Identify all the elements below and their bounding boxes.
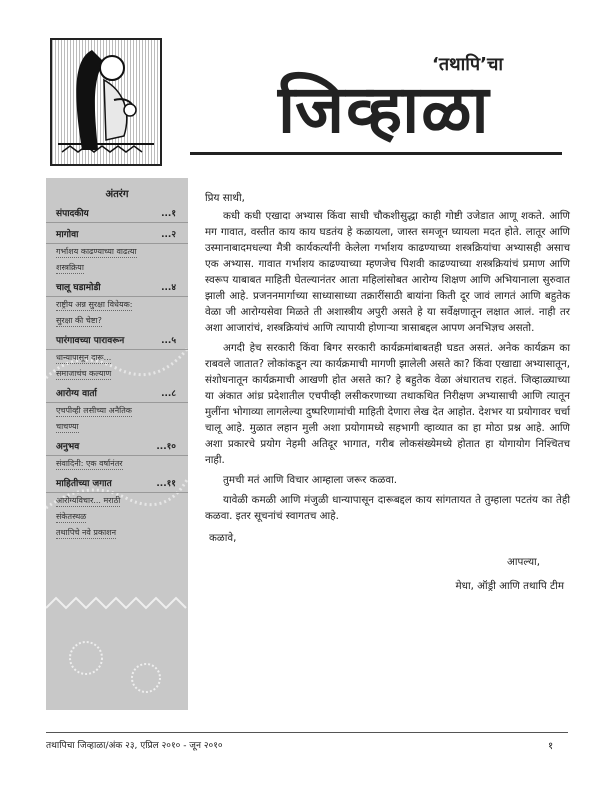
contents-heading: अंतरंग	[105, 189, 129, 200]
contents-entry	[46, 223, 188, 244]
contents-entry	[46, 472, 188, 493]
contents-entry-title: माहितीच्या जगात	[56, 478, 112, 489]
contents-subentry	[46, 456, 188, 472]
letter-paragraph: तुमची मतं आणि विचार आम्हाला जरूर कळवा.	[223, 474, 398, 486]
contents-subentry	[46, 313, 188, 329]
masthead-title: जिव्हाळा	[278, 71, 491, 148]
contents-subentry	[46, 260, 188, 276]
contents-entry-page: ...५	[161, 335, 176, 346]
letter-signature: मेधा, ऑड्री आणि तथापि टीम	[455, 580, 564, 592]
contents-entry	[46, 329, 188, 350]
editorial-letter	[205, 190, 570, 594]
contents-subentry-text: एचपीव्ही लसीच्या अनैतिक	[56, 406, 132, 415]
contents-entry-title: मागोवा	[56, 229, 79, 240]
letter-paragraph: कधी कधी एखादा अभ्यास किंवा साधी चौकशीसुद्धा काही गोष्टी उजेडात आणू शकते. आणि मग गावात, वस्तीत काय काय घडतंय हे कळायला, जास्त समजून घ्यायला मदत होते. लातूर आणि उस्मानाबादमधल्या मैत्री कार्यकर्त्यांनी केलेला गर्भाशय काढण्याच्या शस्त्रक्रियांचा अभ्यासही असाच एक अभ्यास. गावात गर्भाशय काढण्याच्या म्हणजेच पिशवी काढण्याच्या शस्त्रक्रियांचं प्रमाण आणि स्वरूप याबाबत माहिती घेतल्यानंतर आता महिलांसोबत आरोग्य शिक्षण आणि अभियानाला सुरुवात झाली आहे. प्रजननमार्गाच्या साध्यासाध्या तक्रारींसाठी बायांना किती दूर जावं लागतं आणि बहुतेक वेळा जी आरोग्यसेवा मिळते ती अशास्त्रीय अपुरी असते हे या सर्वेक्षणातून लक्षात आलं. नाही तर अशा आजारांचं, शस्त्रक्रियांचं आणि त्यापायी होणाऱ्या त्रासाबद्दल आपण अनभिज्ञच असतो.	[205, 210, 570, 334]
contents-entry	[46, 382, 188, 403]
letter-closing: आपल्या,	[507, 556, 540, 568]
page-number: १	[548, 741, 554, 752]
contents-subentry-text: गर्भाशय काढण्याच्या वाढत्या	[56, 247, 137, 256]
contents-sidebar	[46, 178, 188, 710]
contents-subentry	[46, 493, 188, 509]
contents-entry-title: अनुभव	[56, 441, 80, 452]
contents-entry-title: आरोग्य वार्ता	[56, 388, 97, 399]
contents-subentry-text: संकेतस्थळ	[56, 512, 87, 521]
contents-entry-page: ...११	[156, 478, 176, 489]
masthead-illustration	[50, 38, 162, 166]
contents-entry-page: ...२	[161, 229, 176, 240]
contents-entry	[46, 435, 188, 456]
contents-entry	[46, 202, 188, 223]
contents-subentry-text: सुरक्षा की चेष्टा?	[56, 316, 102, 325]
masthead-subtitle: ‘तथापि’चा	[432, 54, 504, 75]
contents-subentry-text: आरोग्यविचार... मराठी	[56, 496, 121, 505]
contents-list	[46, 178, 188, 541]
contents-entry-page: ...१०	[156, 441, 176, 452]
contents-entry-page: ...८	[161, 388, 176, 399]
contents-subentry	[46, 366, 188, 382]
letter-salutation: प्रिय साथी,	[205, 192, 245, 204]
contents-subentry-text: संवादिनी: एक वर्षानंतर	[56, 459, 123, 468]
contents-entries	[46, 202, 188, 541]
contents-subentry-text: समाजाचंच कल्याण	[56, 369, 112, 378]
contents-entry-page: ...४	[161, 282, 176, 293]
contents-subentry	[46, 244, 188, 260]
footer-issue: तथापिचा जिव्हाळा/अंक २३, एप्रिल २०१० - जून २०१०	[46, 741, 223, 751]
contents-subentry-text: तथापिचे नवे प्रकाशन	[56, 528, 117, 537]
contents-subentry	[46, 403, 188, 419]
contents-subentry	[46, 509, 188, 525]
masthead-underline	[190, 152, 562, 155]
contents-subentry-text: धान्यापासून दारू...	[56, 353, 112, 362]
letter-paragraph: अगदी हेच सरकारी किंवा बिगर सरकारी कार्यक्रमांबाबतही घडत असतं. अनेक कार्यक्रम का राबवले जातात? लोकांकडून त्या कार्यक्रमाची मागणी झालेली असते का? किंवा एखाद्या अभ्यासातून, संशोधनातून कार्यक्रमाची आखणी होत असते का? हे बहुतेक वेळा अंधारातच राहतं. जिव्हाळ्याच्या या अंकात आंध्र प्रदेशातील एचपीव्ही लसीकरणाच्या तथाकथित निरीक्षण अभ्यासाची आणि त्यातून मुलींना भोगाव्या लागलेल्या दुष्परिणामांची माहिती देणारा लेख देत आहोत. देशभर या प्रयोगावर चर्चा चालू आहे. मुळात लहान मुली अशा प्रयोगामध्ये सहभागी व्हाव्यात का हा मोठा प्रश्न आहे. आणि अशा प्रकारचे प्रयोग नेहमी अतिदूर भागात, गरीब लोकसंख्येमध्ये होतात हा योगायोग निश्चितच नाही.	[205, 342, 570, 466]
contents-entry-title: पारंगावच्या पारावरून	[56, 335, 125, 346]
contents-subentry	[46, 350, 188, 366]
contents-entry-page: ...१	[161, 208, 176, 219]
contents-entry-title: चालू घडामोडी	[56, 282, 101, 293]
footer-rule	[46, 732, 568, 733]
contents-subentry-text: चाचण्या	[56, 422, 79, 431]
contents-entry-title: संपादकीय	[56, 208, 89, 219]
contents-subentry-text: राष्ट्रीय अन्न सुरक्षा विधेयक:	[56, 300, 133, 309]
contents-subentry-text: शस्त्रक्रिया	[56, 263, 84, 272]
contents-entry	[46, 276, 188, 297]
letter-signoff: कळावे,	[209, 532, 237, 544]
contents-subentry	[46, 419, 188, 435]
contents-subentry	[46, 525, 188, 541]
letter-paragraph: यावेळी कमळी आणि मंजुळी धान्यापासून दारूबद्दल काय सांगतायत ते तुम्हाला पटतंय का तेही कळवा. इतर सूचनांचं स्वागतच आहे.	[205, 494, 570, 522]
contents-subentry	[46, 297, 188, 313]
